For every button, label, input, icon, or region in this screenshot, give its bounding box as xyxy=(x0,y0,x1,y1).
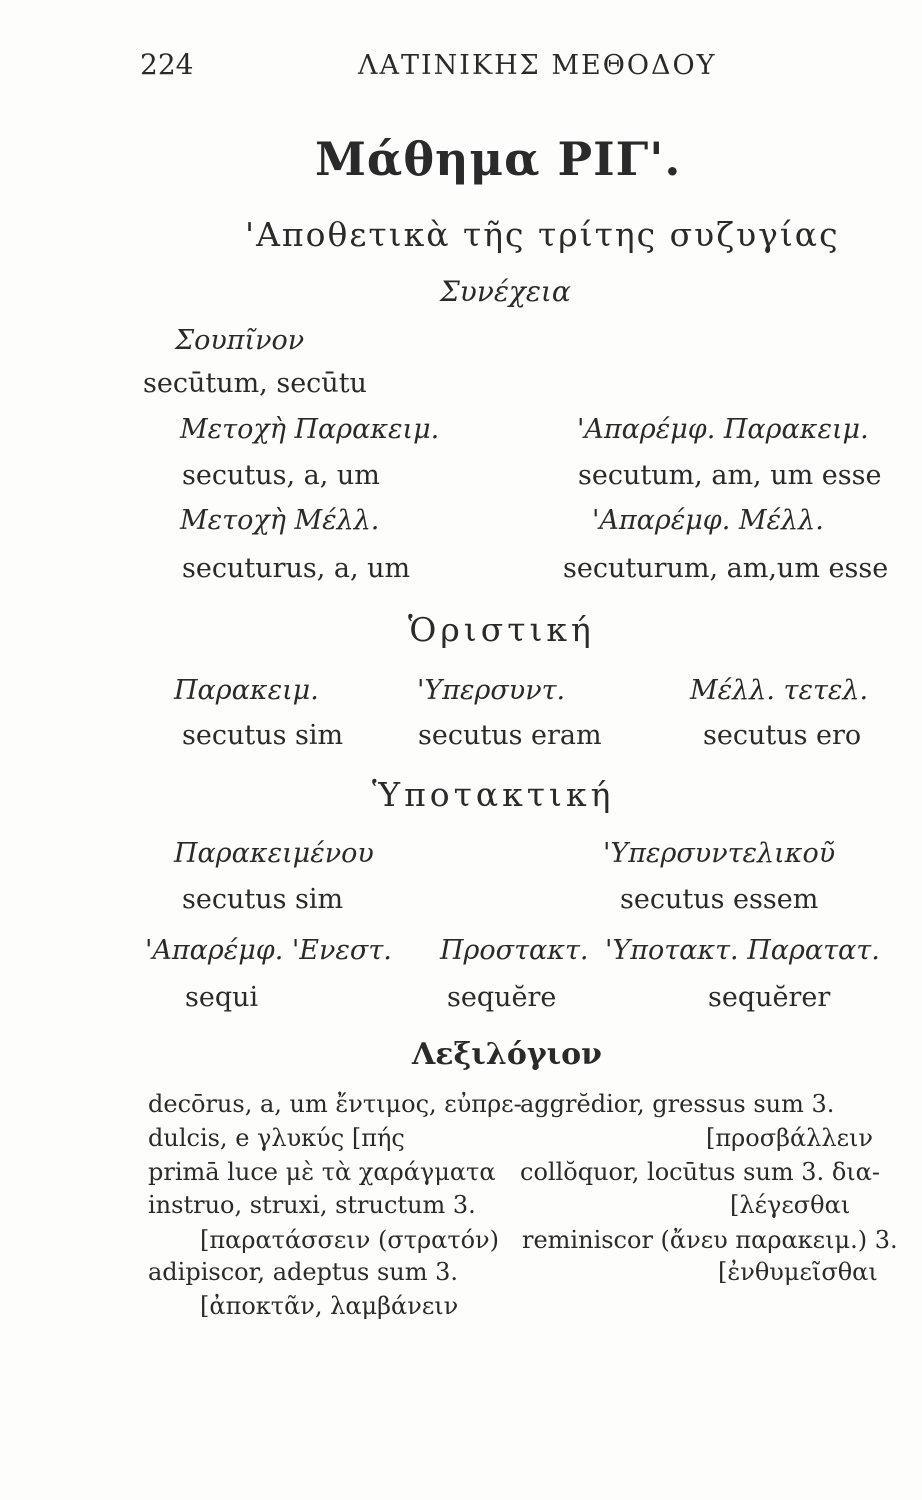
vocab-left-line: primā luce μὲ τὰ χαράγματα xyxy=(148,1158,496,1186)
subjunctive-perfect-label: Παρακειμένου xyxy=(174,838,374,869)
section-subtitle: 'Αποθετικὰ τῆς τρίτης συζυγίας xyxy=(245,215,840,254)
imperative-label: Προστακτ. xyxy=(440,935,589,966)
subjunctive-imperfect-form: sequĕrer xyxy=(708,982,831,1013)
page-number: 224 xyxy=(140,48,194,81)
vocab-left-line: [ἀποκτᾶν, λαμβάνειν xyxy=(200,1292,459,1320)
supine-forms: secūtum, secūtu xyxy=(143,368,367,399)
infinitive-perfect-label: 'Απαρέμφ. Παρακειμ. xyxy=(577,414,869,445)
participle-future-label: Μετοχὴ Μέλλ. xyxy=(180,505,380,536)
vocab-right-line: collŏquor, locūtus sum 3. δια- xyxy=(520,1158,880,1186)
running-title: ΛΑΤΙΝΙΚΗΣ ΜΕΘΟΔΟΥ xyxy=(358,50,717,81)
indicative-futperf-form: secutus ero xyxy=(703,720,862,751)
indicative-pluperfect-label: 'Υπερσυντ. xyxy=(417,675,566,706)
vocab-right-line: reminiscor (ἄνευ παρακειμ.) 3. xyxy=(522,1226,898,1254)
lesson-title: Μάθημα ΡΙΓ'. xyxy=(315,132,682,186)
infinitive-perfect-forms: secutum, am, um esse xyxy=(578,460,882,491)
vocab-right-line: [λέγεσθαι xyxy=(730,1191,851,1219)
infinitive-future-label: 'Απαρέμφ. Μέλλ. xyxy=(592,505,824,536)
subjunctive-pluperfect-form: secutus essem xyxy=(620,884,819,915)
vocab-left-line: [παρατάσσειν (στρατόν) xyxy=(200,1226,499,1254)
vocabulary-heading: Λεξιλόγιον xyxy=(412,1037,602,1072)
infinitive-present-form: sequi xyxy=(185,982,259,1013)
indicative-futperf-label: Μέλλ. τετελ. xyxy=(690,675,869,706)
subjunctive-pluperfect-label: 'Υπερσυντελικοῦ xyxy=(603,838,836,869)
subjunctive-perfect-form: secutus sim xyxy=(182,884,344,915)
vocab-left-line: dulcis, e γλυκύς [πής xyxy=(148,1124,405,1152)
vocab-right-line: [προσβάλλειν xyxy=(706,1124,874,1152)
imperative-form: sequĕre xyxy=(447,982,557,1013)
subjunctive-heading: Ὑποτακτική xyxy=(372,775,615,814)
participle-perfect-forms: secutus, a, um xyxy=(182,460,380,491)
indicative-perfect-label: Παρακειμ. xyxy=(174,675,319,706)
indicative-pluperfect-form: secutus eram xyxy=(418,720,602,751)
vocab-left-line: adipiscor, adeptus sum 3. xyxy=(148,1258,459,1286)
vocab-left-line: instruo, struxi, structum 3. xyxy=(148,1191,476,1219)
subjunctive-imperfect-label: 'Υποτακτ. Παρατατ. xyxy=(605,935,880,966)
continuation-label: Συνέχεια xyxy=(440,275,571,308)
vocab-left-line: decōrus, a, um ἔντιμος, εὐπρε- xyxy=(148,1090,522,1118)
participle-future-forms: secuturus, a, um xyxy=(182,553,411,584)
indicative-perfect-form: secutus sim xyxy=(182,720,344,751)
vocab-right-line: [ἐνθυμεῖσθαι xyxy=(718,1258,878,1286)
infinitive-future-forms: secuturum, am,um esse xyxy=(563,553,889,584)
infinitive-present-label: 'Απαρέμφ. 'Ενεστ. xyxy=(145,935,392,966)
indicative-heading: Ὁριστική xyxy=(408,610,595,649)
participle-perfect-label: Μετοχὴ Παρακειμ. xyxy=(180,414,440,445)
vocab-right-line: aggrĕdior, gressus sum 3. xyxy=(520,1090,835,1118)
supine-label: Σουπῖνον xyxy=(175,325,305,356)
